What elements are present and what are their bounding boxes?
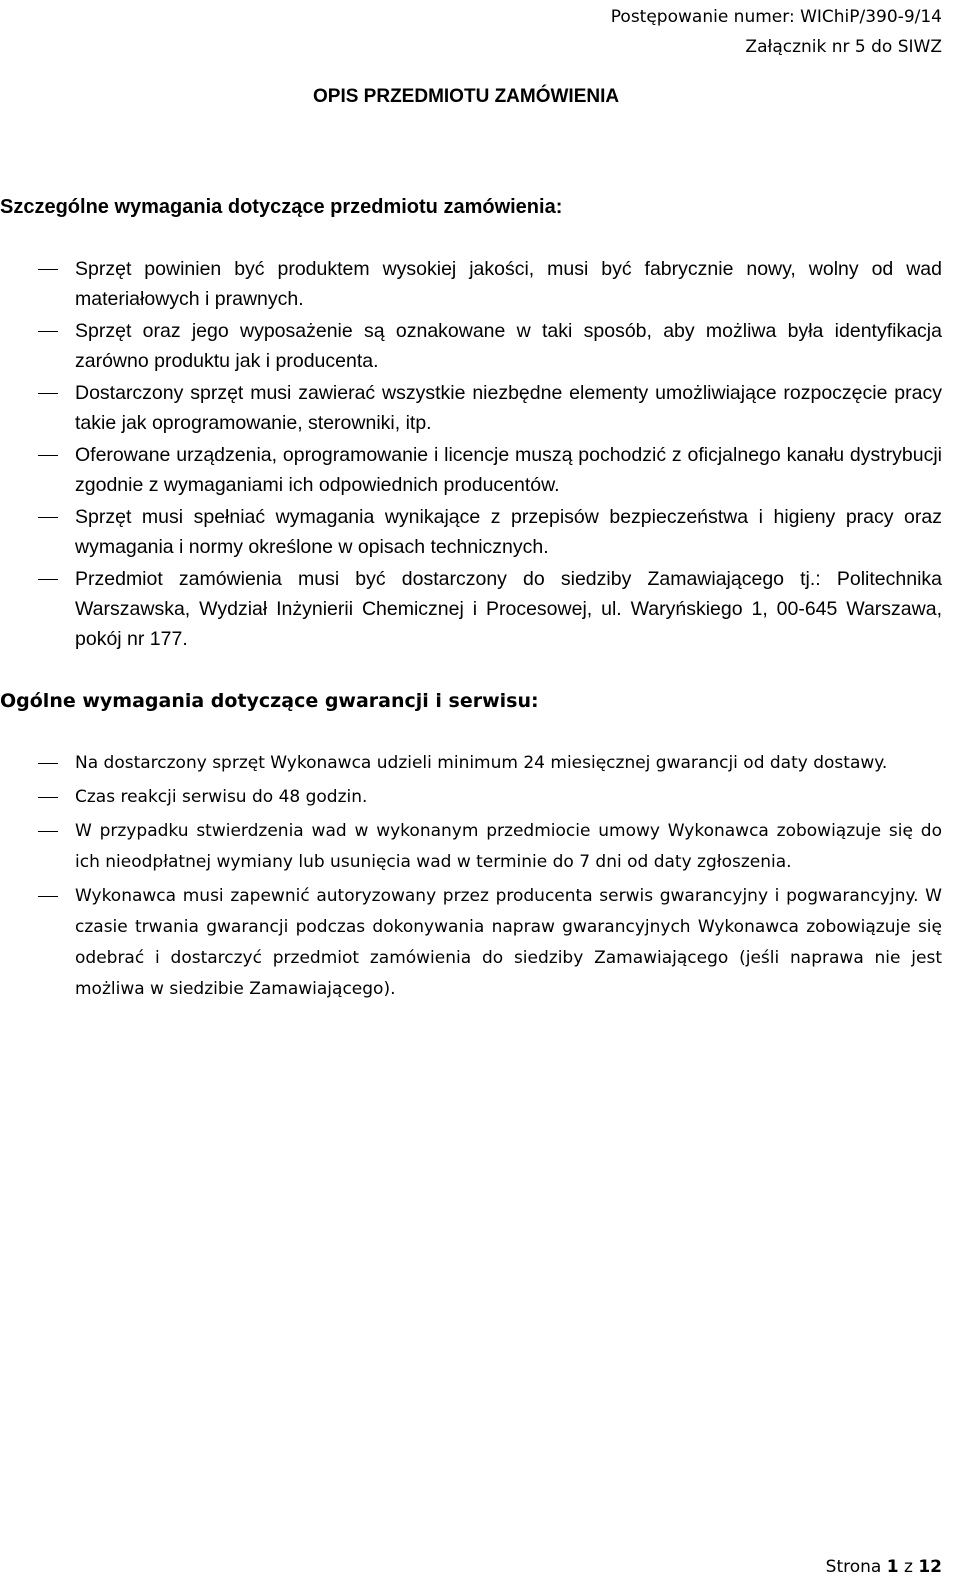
- list-item-text: Przedmiot zamówienia musi być dostarczony do siedziby Zamawiającego tj.: Politechnika Warszawska, Wydział Inżynierii Chemicznej i Procesowej, ul. Waryńskiego 1, 00-645 Warszawa, pokój nr 177.: [75, 568, 942, 650]
- page-label: Strona: [825, 1557, 882, 1577]
- special-requirements-list: [0, 254, 942, 654]
- attachment-number: Załącznik nr 5 do SIWZ: [745, 37, 942, 57]
- page-total: 12: [918, 1557, 942, 1577]
- list-item: [0, 881, 942, 1005]
- page-number: [826, 1554, 942, 1580]
- list-item: [0, 564, 942, 654]
- list-item: [0, 378, 942, 438]
- warranty-requirements-list: [0, 748, 942, 1005]
- list-item-text: Wykonawca musi zapewnić autoryzowany przez producenta serwis gwarancyjny i pogwarancyjny. W czasie trwania gwarancji podczas dokonywania napraw gwarancyjnych Wykonawca zobowiązuje się odebrać i dostarczyć przedmiot zamówienia do siedziby Zamawiającego (jeśli naprawa nie jest możliwa w siedzibie Zamawiającego).: [75, 886, 942, 999]
- list-item-text: Sprzęt musi spełniać wymagania wynikające z przepisów bezpieczeństwa i higieny pracy oraz wymagania i normy określone w opisach technicznych.: [75, 506, 942, 558]
- document-header: [611, 2, 942, 62]
- dash-bullet-icon: [38, 269, 58, 270]
- list-item: [0, 748, 942, 779]
- dash-bullet-icon: [38, 797, 58, 798]
- dash-bullet-icon: [38, 517, 58, 518]
- list-item: [0, 440, 942, 500]
- list-item-text: W przypadku stwierdzenia wad w wykonanym przedmiocie umowy Wykonawca zobowiązuje się do ich nieodpłatnej wymiany lub usunięcia wad w terminie do 7 dni od daty zgłoszenia.: [75, 821, 942, 872]
- list-item: [0, 816, 942, 878]
- list-item-text: Oferowane urządzenia, oprogramowanie i licencje muszą pochodzić z oficjalnego kanału dystrybucji zgodnie z wymaganiami ich odpowiednich producentów.: [75, 444, 942, 496]
- dash-bullet-icon: [38, 331, 58, 332]
- dash-bullet-icon: [38, 579, 58, 580]
- section-heading-special-requirements: Szczególne wymagania dotyczące przedmiotu zamówienia:: [0, 196, 563, 218]
- dash-bullet-icon: [38, 896, 58, 897]
- list-item-text: Sprzęt powinien być produktem wysokiej jakości, musi być fabrycznie nowy, wolny od wad materiałowych i prawnych.: [75, 258, 942, 310]
- list-item: [0, 502, 942, 562]
- section-heading-warranty-service: Ogólne wymagania dotyczące gwarancji i serwisu:: [0, 690, 539, 712]
- dash-bullet-icon: [38, 455, 58, 456]
- dash-bullet-icon: [38, 763, 58, 764]
- list-item: [0, 782, 942, 813]
- dash-bullet-icon: [38, 831, 58, 832]
- page-current: 1: [886, 1557, 899, 1577]
- list-item: [0, 316, 942, 376]
- procedure-number: Postępowanie numer: WIChiP/390-9/14: [610, 7, 942, 27]
- page-of: z: [903, 1557, 913, 1577]
- list-item: [0, 254, 942, 314]
- list-item-text: Na dostarczony sprzęt Wykonawca udzieli minimum 24 miesięcznej gwarancji od daty dostawy.: [75, 753, 888, 773]
- list-item-text: Czas reakcji serwisu do 48 godzin.: [75, 787, 368, 807]
- document-title: OPIS PRZEDMIOTU ZAMÓWIENIA: [313, 86, 620, 107]
- list-item-text: Sprzęt oraz jego wyposażenie są oznakowane w taki sposób, aby możliwa była identyfikacja zarówno produktu jak i producenta.: [75, 320, 942, 372]
- list-item-text: Dostarczony sprzęt musi zawierać wszystkie niezbędne elementy umożliwiające rozpoczęcie pracy takie jak oprogramowanie, sterowniki, itp.: [75, 382, 942, 434]
- dash-bullet-icon: [38, 393, 58, 394]
